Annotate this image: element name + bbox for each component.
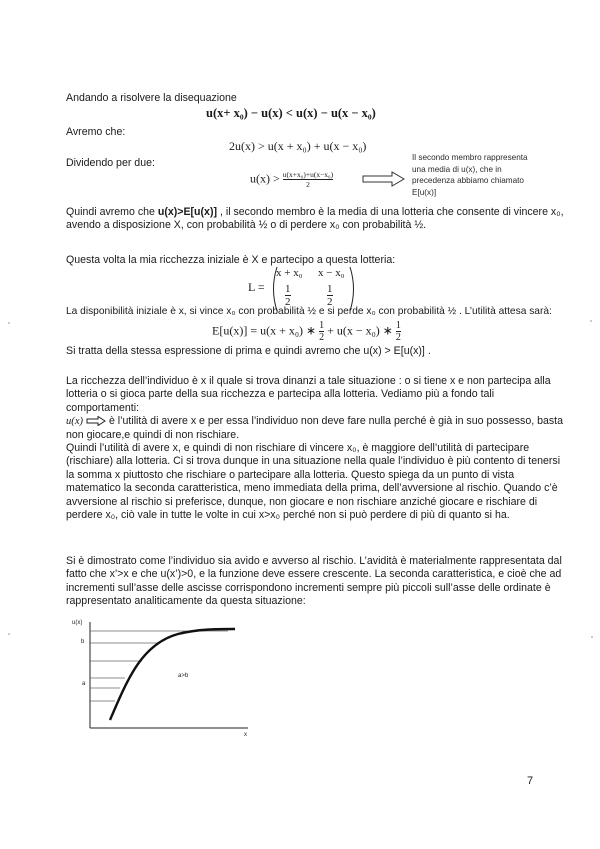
paragraph-lottery-mean — [66, 206, 564, 233]
lottery-bottom-left-num: 1 — [285, 283, 291, 295]
dividendo-text: Dividendo per due: — [66, 157, 155, 169]
para1-bold: u(x)>E[u(x)] — [157, 206, 218, 218]
hollow-arrow-icon — [86, 416, 106, 426]
expect-frac-2-den: 2 — [395, 332, 401, 343]
inequality-3-numerator: u(x+x₀)+u(x−x₀) — [282, 170, 334, 179]
para5-line-ux — [66, 415, 564, 428]
x-axis-label: x — [244, 732, 247, 738]
lottery-bottom-left-den: 2 — [285, 296, 291, 308]
inside-label: a>b — [178, 673, 189, 679]
hollow-arrow-icon — [362, 171, 406, 187]
lottery-top-right: x − x₀ — [318, 267, 345, 279]
para6-line: incrementi sull’asse delle ascisse corrispondono incrementi sempre più piccoli sull’asse delle ordinate è — [66, 581, 551, 594]
label-b: b — [81, 639, 85, 645]
paragraph-expected-utility: La disponibilità iniziale è x, si vince x₀ con probabilità ½ e si perde x₀ con probabilità ½ . L’utilità attesa sarà: — [66, 306, 552, 317]
para5-line: matematico la seconda caratteristica, meno immediata della prima, dell’avversione al rischio. Quando c’è — [66, 482, 558, 495]
para5-line: Quindi l’utilità di avere x, e quindi di non rischiare di vincere x₀, è maggiore dell’utilità di partecipare — [66, 442, 530, 455]
para1-post: , il secondo membro è la media di una lotteria che consente di vincere x₀, — [217, 206, 564, 218]
lottery-bottom-right-num: 1 — [327, 283, 333, 295]
inequality-2: 2u(x) > u(x + x₀) + u(x − x₀) — [229, 139, 367, 153]
para5-line: comportamenti: — [66, 401, 140, 414]
inequality-3-denominator: 2 — [283, 179, 333, 189]
para5-line: lotteria o si gioca parte della sua ricchezza e partecipa alla lotteria. Vediamo più a fondo tali — [66, 388, 495, 401]
para1-pre: Quindi avremo che — [66, 206, 158, 218]
paragraph-risk-aversion — [66, 375, 564, 522]
inequality-3-lhs: u(x) > — [250, 171, 280, 186]
paragraph-greed-aversion — [66, 555, 562, 609]
expect-frac-2-num: 1 — [395, 320, 401, 331]
para5-line: avversione al rischio si preferisce, dunque, non giocare e non rischiare anziché giocare e rischiare di — [66, 495, 538, 508]
para6-line: Si è dimostrato come l’individuo sia avido e avverso al rischio. L’avidità è materialmente rappresentata dal — [66, 555, 562, 567]
inequality-1: u(x+ x₀) − u(x) < u(x) − u(x − x₀) — [206, 106, 376, 120]
expect-frac-1 — [319, 320, 324, 343]
utility-curve-figure — [70, 616, 260, 738]
paragraph-initial-wealth: Questa volta la mia ricchezza iniziale è X e partecipo a questa lotteria: — [66, 254, 396, 266]
para5-line: (rischiare) alla lotteria. Ci si trova dunque in una situazione nella quale l’individuo è più contento di tenersi — [66, 455, 561, 468]
expect-part-b: + u(x − x₀) ∗ — [327, 323, 393, 338]
scan-speck — [8, 633, 10, 635]
expected-utility-equation — [212, 320, 401, 343]
side-note-line: Il secondo membro rappresenta — [412, 153, 528, 162]
para5-line: La ricchezza dell’individuo è x il quale si trova dinanzi a tale situazione : o si tiene x e non partecipa alla — [66, 375, 551, 387]
side-note — [412, 152, 528, 198]
lottery-top-left: x + x₀ — [276, 267, 303, 279]
expect-frac-1-num: 1 — [319, 320, 325, 331]
paragraph-same-expression: Si tratta della stessa espressione di prima e quindi avremo che u(x) > E[u(x)] . — [66, 345, 431, 357]
expect-part-a: E[u(x)] = u(x + x₀) ∗ — [212, 323, 317, 338]
y-axis-label: u(x) — [72, 620, 83, 626]
para6-line: rappresentato analiticamente da questa situazione: — [66, 595, 306, 608]
para1-line2: avendo a disposizione X, con probabilità ½ o di perdere x₀ con probabilità ½. — [66, 219, 427, 232]
inequality-3 — [250, 170, 333, 189]
para5-line: è l’utilità di avere x e per essa l’individuo non deve fare nulla perché è già in suo possesso, basta — [108, 415, 564, 428]
lottery-lhs: L = — [248, 280, 265, 294]
para5-line: non giocare,e quindi di non rischiare. — [66, 428, 240, 441]
side-note-line: E[u(x)] — [412, 187, 437, 197]
side-note-line: una media di u(x), che in — [412, 164, 502, 174]
scan-speck — [591, 636, 593, 638]
side-note-line: precedenza abbiamo chiamato — [412, 176, 524, 186]
para5-line: perdere x₀, ciò vale in tutte le volte in cui x>x₀ perché non si può perdere di più di quanto si ha. — [66, 509, 510, 522]
ux-symbol: u(x) — [66, 416, 84, 428]
scan-speck — [8, 322, 10, 324]
inequality-3-fraction — [283, 170, 333, 189]
expect-frac-1-den: 2 — [319, 332, 325, 343]
para6-line: fatto che x’>x e che u(x’)>0, e la funzione deve essere crescente. La seconda caratteristica, e cioè che ad — [66, 568, 562, 581]
page-number: 7 — [527, 775, 534, 787]
lottery-bottom-right-den: 2 — [327, 296, 333, 308]
scan-speck — [590, 320, 592, 322]
avremo-text: Avremo che: — [66, 126, 126, 138]
intro-text: Andando a risolvere la disequazione — [66, 92, 237, 104]
para5-line: la somma x piuttosto che rischiare o partecipare alla lotteria. Questo spiega da un punto di vista — [66, 468, 515, 481]
label-a: a — [82, 681, 86, 687]
utility-curve-graph — [70, 616, 260, 738]
expect-frac-2 — [396, 320, 401, 343]
